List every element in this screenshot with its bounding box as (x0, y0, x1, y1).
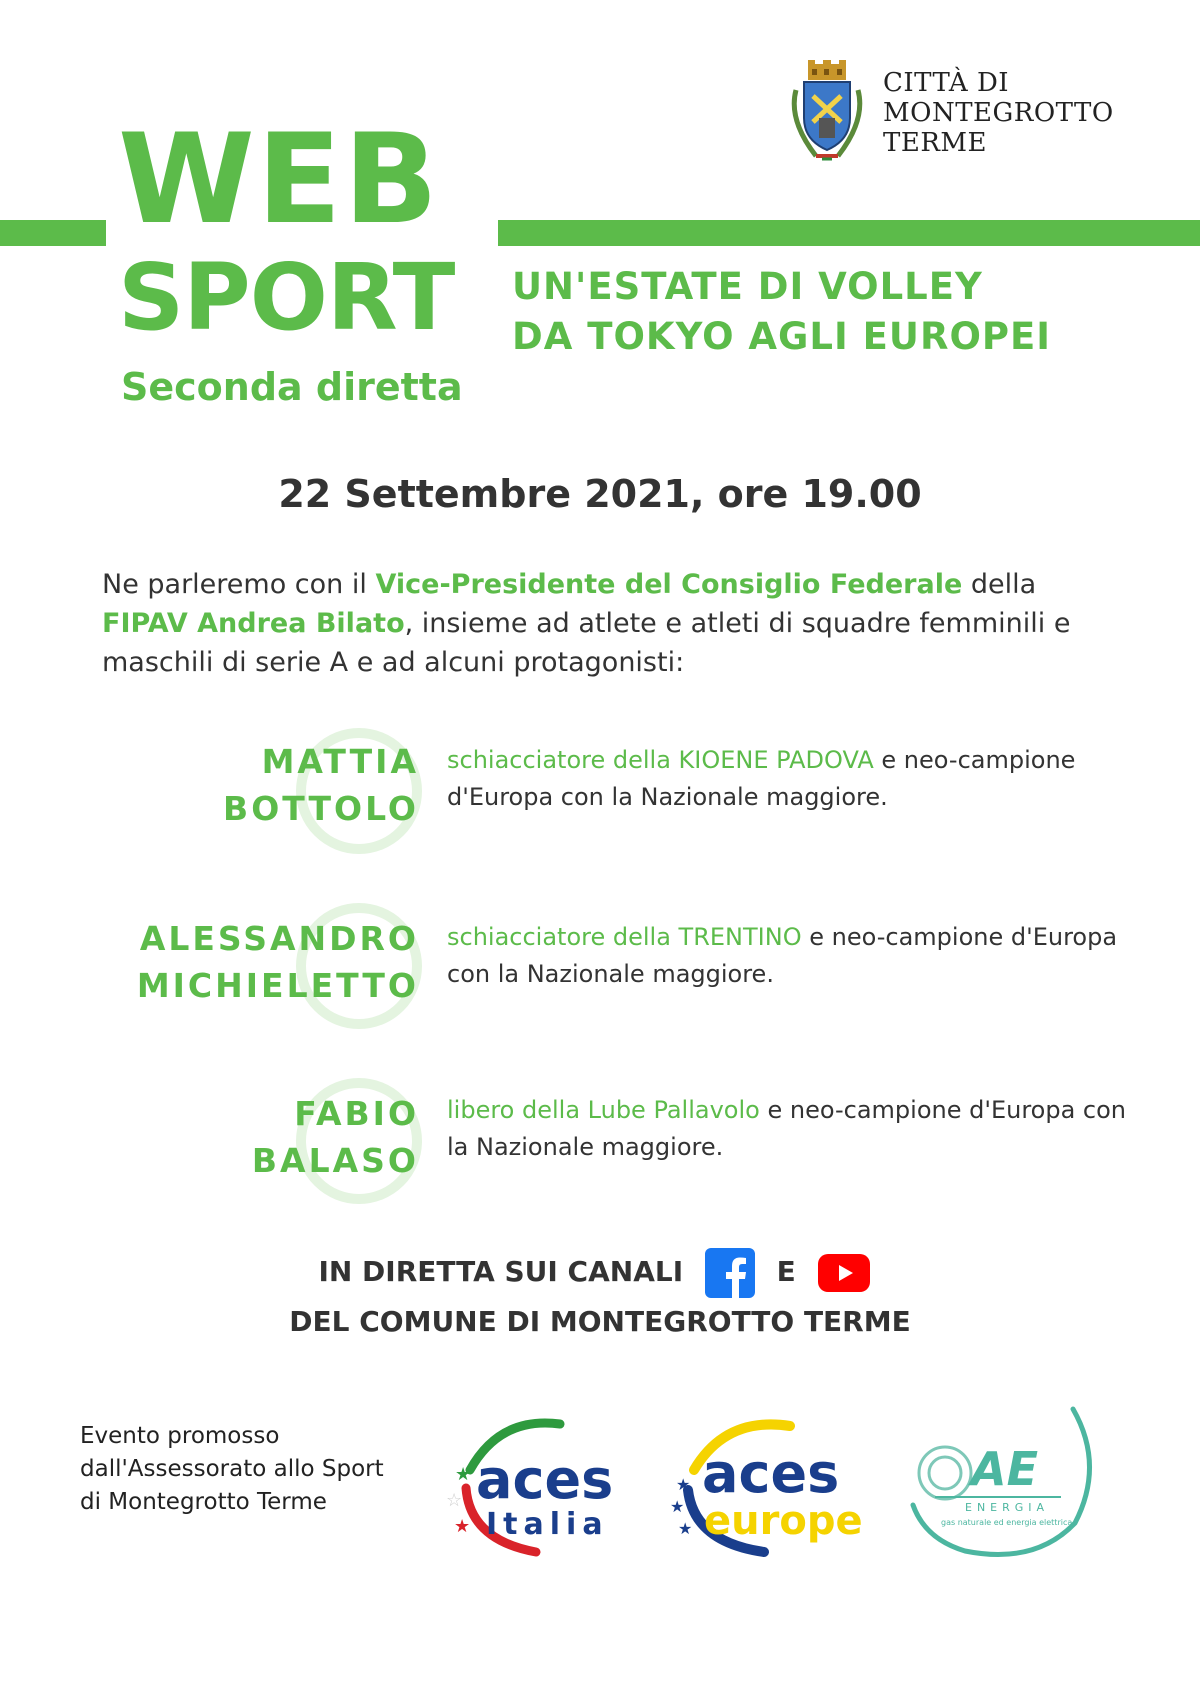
intro-highlight1: Vice-Presidente del Consiglio Federale (375, 569, 963, 600)
headline (512, 262, 1051, 362)
headline-line1: UN'ESTATE DI VOLLEY (512, 265, 983, 308)
svg-text:★: ★ (676, 1475, 691, 1494)
athlete-description (447, 919, 1127, 993)
athlete-first-name: MATTIA (261, 742, 419, 781)
intro-paragraph (102, 565, 1122, 682)
athlete-bottolo (0, 728, 1200, 868)
aces-italia-logo (440, 1410, 632, 1562)
live-conjunction: E (776, 1255, 796, 1288)
aces-italia-word: aces (476, 1448, 614, 1511)
event-date: 22 Settembre 2021, ore 19.00 (278, 472, 922, 516)
city-line1: CITTÀ DI (883, 68, 1010, 98)
city-name (883, 68, 1114, 158)
live-text: IN DIRETTA SUI CANALI (318, 1255, 684, 1288)
ae-word: ENERGIA (965, 1501, 1050, 1514)
aces-europe-word: aces (702, 1442, 840, 1505)
intro-part2: della (962, 569, 1037, 600)
city-line3: TERME (883, 128, 987, 158)
athlete-first-name: ALESSANDRO (139, 919, 419, 958)
athlete-role: schiacciatore della KIOENE PADOVA (447, 746, 874, 774)
athlete-rest: e neo-campione d'Europa con la Nazionale maggiore. (447, 923, 1118, 988)
live-channels (0, 1248, 1200, 1346)
athlete-description (447, 742, 1127, 816)
svg-text:★: ★ (670, 1497, 685, 1516)
svg-text:★: ★ (678, 1519, 693, 1538)
live-line2: DEL COMUNE DI MONTEGROTTO TERME (289, 1305, 911, 1338)
aces-europe-logo (664, 1410, 874, 1562)
svg-text:★: ★ (455, 1464, 472, 1485)
intro-part1: Ne parleremo con il (102, 569, 376, 600)
promo-line1: Evento promosso (80, 1423, 280, 1449)
athlete-rest: e neo-campione d'Europa con la Nazionale maggiore. (447, 746, 1076, 811)
facebook-icon[interactable] (705, 1248, 755, 1298)
athlete-last-name: MICHIELETTO (136, 966, 419, 1005)
ae-tagline: gas naturale ed energia elettrica (941, 1518, 1073, 1527)
headline-line2: DA TOKYO AGLI EUROPEI (512, 315, 1052, 358)
athlete-michieletto (0, 903, 1200, 1043)
promo-line2: dall'Assessorato allo Sport (80, 1456, 384, 1482)
ae-mark: AE (971, 1442, 1039, 1496)
svg-text:★: ★ (454, 1516, 471, 1537)
city-line2: MONTEGROTTO (883, 98, 1114, 128)
promo-line3: di Montegrotto Terme (80, 1489, 327, 1515)
live-line1 (0, 1248, 1200, 1298)
subtitle: Seconda diretta (121, 365, 463, 409)
athlete-rest: e neo-campione d'Europa con la Nazionale maggiore. (447, 1096, 1126, 1161)
intro-part3: , insieme ad atlete e atleti di squadre femminili e maschili di serie A e ad alcuni protagonisti: (102, 608, 1071, 678)
athlete-name (223, 738, 419, 832)
intro-highlight2: FIPAV Andrea Bilato (102, 608, 405, 639)
header-bar-left (0, 220, 106, 246)
svg-text:☆: ☆ (446, 1490, 463, 1511)
athlete-last-name: BOTTOLO (223, 789, 419, 828)
athlete-role: schiacciatore della TRENTINO (447, 923, 802, 951)
athlete-name (252, 1090, 419, 1184)
promo-text (80, 1420, 384, 1519)
city-crest-icon (786, 60, 868, 166)
aces-europe-region: europe (704, 1498, 863, 1544)
athlete-role: libero della Lube Pallavolo (447, 1096, 760, 1124)
athlete-last-name: BALASO (251, 1141, 419, 1180)
title-sport: SPORT (118, 244, 455, 351)
aces-italia-country: Italia (486, 1507, 609, 1542)
youtube-icon[interactable] (818, 1254, 870, 1292)
athlete-first-name: FABIO (294, 1094, 419, 1133)
athlete-name (137, 915, 419, 1009)
athlete-balaso (0, 1078, 1200, 1218)
title-web: WEB (118, 108, 440, 252)
athlete-description (447, 1092, 1127, 1166)
header-bar-right (498, 220, 1200, 246)
ae-energia-logo (905, 1405, 1105, 1565)
